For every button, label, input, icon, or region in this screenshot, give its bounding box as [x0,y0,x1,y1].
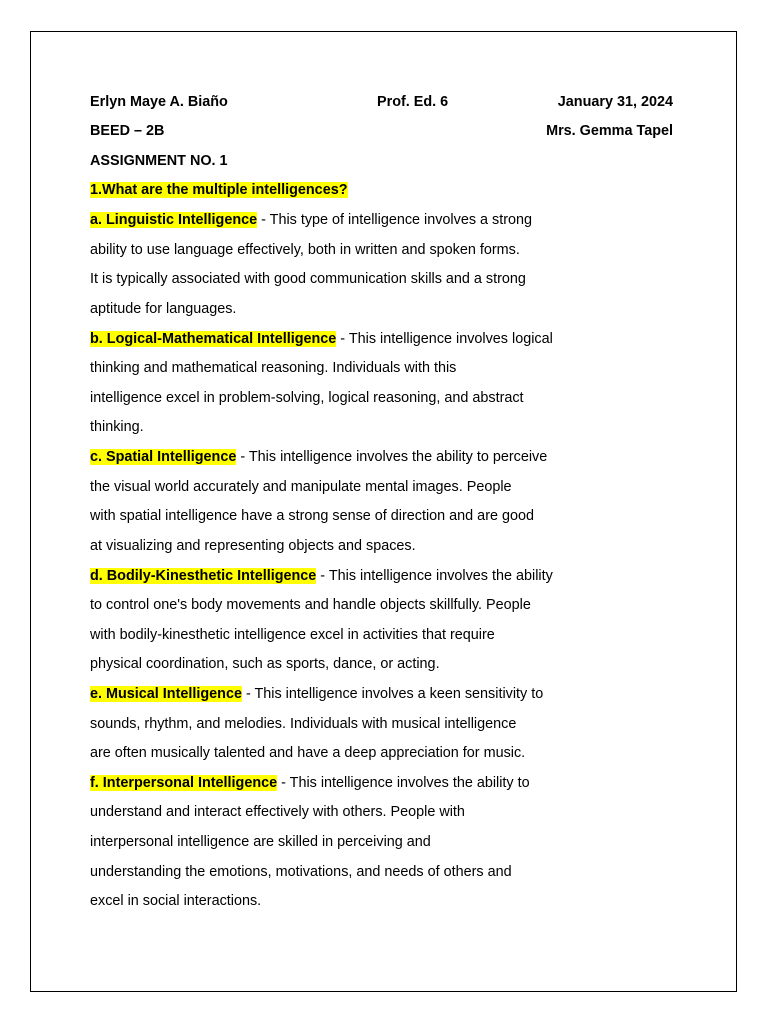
item-a-text: - This type of intelligence involves a strong [257,212,533,228]
item-f-line-2: understand and interact effectively with others. People with [90,804,465,820]
assignment-title: ASSIGNMENT NO. 1 [90,153,228,169]
item-c-line-3: with spatial intelligence have a strong sense of direction and are good [90,508,534,524]
item-b-line-4: thinking. [90,419,144,435]
item-d-line-3: with bodily-kinesthetic intelligence excel in activities that require [90,627,495,643]
item-c-line-2: the visual world accurately and manipulate mental images. People [90,479,512,495]
term-linguistic: a. Linguistic Intelligence [90,212,258,228]
date: January 31, 2024 [557,94,673,110]
item-d-line-2: to control one's body movements and handle objects skillfully. People [90,597,531,613]
item-c-line-1 [90,448,547,466]
term-musical: e. Musical Intelligence [90,686,242,702]
term-bodily-kinesthetic: d. Bodily-Kinesthetic Intelligence [90,568,317,584]
question-text: 1.What are the multiple intelligences? [90,182,348,198]
item-b-line-2: thinking and mathematical reasoning. Individuals with this [90,360,457,376]
item-e-line-2: sounds, rhythm, and melodies. Individuals with musical intelligence [90,716,517,732]
author-name: Erlyn Maye A. Biaño [90,94,228,110]
item-e-line-3: are often musically talented and have a deep appreciation for music. [90,745,526,761]
item-f-line-1 [90,774,530,792]
item-a-line-2: ability to use language effectively, both in written and spoken forms. [90,242,520,258]
item-a-line-3: It is typically associated with good communication skills and a strong [90,271,526,287]
term-logical-mathematical: b. Logical-Mathematical Intelligence [90,331,337,347]
course-code: Prof. Ed. 6 [377,94,449,110]
item-e-line-1 [90,685,543,703]
item-a-line-1 [90,211,532,229]
item-d-text: - This intelligence involves the ability [316,568,553,584]
item-e-text: - This intelligence involves a keen sensitivity to [241,686,544,702]
item-d-line-1 [90,567,553,585]
term-interpersonal: f. Interpersonal Intelligence [90,775,278,791]
item-f-line-5: excel in social interactions. [90,893,262,909]
item-b-line-3: intelligence excel in problem-solving, logical reasoning, and abstract [90,390,524,406]
item-f-line-4: understanding the emotions, motivations, and needs of others and [90,864,512,880]
term-spatial: c. Spatial Intelligence [90,449,237,465]
item-f-line-3: interpersonal intelligence are skilled in perceiving and [90,834,431,850]
item-c-line-4: at visualizing and representing objects and spaces. [90,538,416,554]
item-b-line-1 [90,330,553,348]
question-heading [90,181,348,199]
item-a-line-4: aptitude for languages. [90,301,237,317]
item-c-text: - This intelligence involves the ability to perceive [236,449,548,465]
section: BEED – 2B [90,123,165,139]
item-f-text: - This intelligence involves the ability to [277,775,530,791]
item-d-line-4: physical coordination, such as sports, dance, or acting. [90,656,440,672]
item-b-text: - This intelligence involves logical [336,331,553,347]
instructor-name: Mrs. Gemma Tapel [546,123,673,139]
